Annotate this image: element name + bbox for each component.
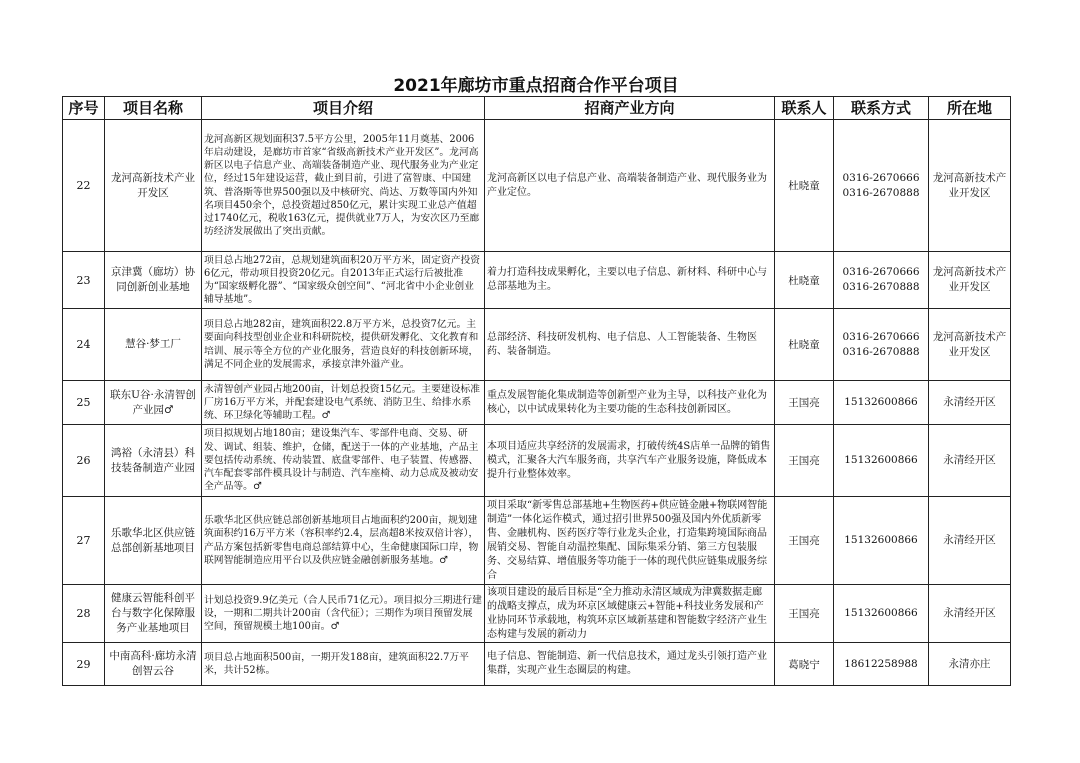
row-no: 27 (63, 497, 105, 585)
row-contact: 王国亮 (775, 585, 834, 643)
header-intro: 项目介绍 (202, 97, 485, 120)
row-no: 25 (63, 381, 105, 425)
row-intro: 龙河高新区规划面积37.5平方公里，2005年11月奠基、2006年启动建设，是廊坊市首家“省级高新技术产业开发区”。龙河高新区以电子信息产业、高端装备制造产业、现代服务业为产业定位，经过15年建设运营，截止到目前，引进了富智康、中国建筑、普洛斯等世界500强以及中核研究、尚达、万数等国内外知名项目450余个，总投资超过850亿元，累计实现工业总产值超过1740亿元，税收163亿元，提供就业7万人，为安次区乃至廊坊经济发展做出了突出贡献。 (202, 120, 485, 252)
row-phone (834, 309, 929, 381)
document-title: 2021年廊坊市重点招商合作平台项目 (393, 76, 679, 96)
row-name: 鸿裕（永清县）科技装备制造产业园 (105, 425, 202, 497)
row-intro: 计划总投资9.9亿美元（合人民币71亿元）。项目拟分三期进行建设，一期和二期共计200亩（含代征）；三期作为项目预留发展空间，预留规模土地100亩。♂ (202, 585, 485, 643)
row-direction: 项目采取“新零售总部基地+生物医药+供应链金融+物联网智能制造”一体化运作模式，通过招引世界500强及国内外优质新零售、金融机构、医药医疗等行业龙头企业，打造集跨境国际商品展销交易、智能自动温控集配、国际集采分销、第三方包装服务、交易结算、增值服务等功能于一体的现代供应链集成服务综合 (485, 497, 775, 585)
row-name: 龙河高新技术产业开发区 (105, 120, 202, 252)
header-location: 所在地 (929, 97, 1011, 120)
row-direction: 重点发展智能化集成制造等创新型产业为主导，以科技产业化为核心，以中试成果转化为主要功能的生态科技创新园区。 (485, 381, 775, 425)
row-contact: 杜晓童 (775, 252, 834, 309)
phone-line-1: 15132600866 (844, 396, 918, 408)
row-location: 永清经开区 (929, 425, 1011, 497)
row-direction: 电子信息、智能制造、新一代信息技术，通过龙头引领打造产业集群，实现产业生态圈层的构建。 (485, 643, 775, 686)
row-location: 龙河高新技术产业开发区 (929, 120, 1011, 252)
row-no: 23 (63, 252, 105, 309)
row-location: 永清经开区 (929, 497, 1011, 585)
row-contact: 葛晓宁 (775, 643, 834, 686)
phone-line-1: 15132600866 (844, 454, 918, 466)
row-contact: 杜晓童 (775, 309, 834, 381)
row-direction: 该项目建设的最后目标是“全力推动永清区域成为津冀数据走廊的战略支撑点，成为环京区域健康云+智能+科技业务发展和产业协同环节承载地，构筑环京区域新基建和智能数字经济产业生态构建与发展的新动力 (485, 585, 775, 643)
phone-line-2: 0316-2670888 (842, 345, 920, 358)
row-contact: 王国亮 (775, 425, 834, 497)
phone-line-1: 0316-2670666 (842, 171, 920, 184)
row-name: 京津冀（廊坊）协同创新创业基地 (105, 252, 202, 309)
table-row (63, 585, 1011, 643)
header-no: 序号 (63, 97, 105, 120)
row-phone (834, 643, 929, 686)
row-location: 龙河高新技术产业开发区 (929, 309, 1011, 381)
phone-line-1: 0316-2670666 (842, 330, 920, 343)
phone-line-1: 15132600866 (844, 534, 918, 546)
table-row (63, 643, 1011, 686)
row-contact: 王国亮 (775, 497, 834, 585)
table-row (63, 120, 1011, 252)
header-contact: 联系人 (775, 97, 834, 120)
row-name: 乐歌华北区供应链总部创新基地项目 (105, 497, 202, 585)
row-intro: 项目拟规划占地180亩；建设集汽车、零部件电商、交易、研发、调试、组装、维护，仓储，配送于一体的产业基地，产品主要包括传动系统、传动装置、底盘零部件、电子装置、传感器、汽车配套零部件模具设计与制造、汽车座椅、动力总成及被动安全产品等。♂ (202, 425, 485, 497)
header-phone: 联系方式 (834, 97, 929, 120)
row-phone (834, 425, 929, 497)
row-location: 永清亦庄 (929, 643, 1011, 686)
row-contact: 王国亮 (775, 381, 834, 425)
phone-line-2: 0316-2670888 (842, 281, 920, 293)
row-direction: 总部经济、科技研发机构、电子信息、人工智能装备、生物医药、装备制造。 (485, 309, 775, 381)
row-no: 26 (63, 425, 105, 497)
row-location: 永清经开区 (929, 381, 1011, 425)
row-no: 28 (63, 585, 105, 643)
row-phone (834, 252, 929, 309)
row-intro: 项目总占地272亩，总规划建筑面积20万平方米，固定资产投资6亿元，带动项目投资20亿元。自2013年正式运行后被批准为“国家级孵化器”、“国家级众创空间”、“河北省中小企业创业辅导基地”。 (202, 252, 485, 309)
row-direction: 本项目适应共享经济的发展需求，打破传统4S店单一品牌的销售模式，汇聚各大汽车服务商，共享汽车产业服务设施，降低成本提升行业整体效率。 (485, 425, 775, 497)
row-name: 健康云智能科创平台与数字化保障服务产业基地项目 (105, 585, 202, 643)
table-row (63, 252, 1011, 309)
project-table (62, 96, 1011, 686)
row-intro: 永清智创产业园占地200亩，计划总投资15亿元。主要建设标准厂房16万平方米，并配套建设电气系统、消防卫生、给排水系统、环卫绿化等辅助工程。♂ (202, 381, 485, 425)
row-no: 22 (63, 120, 105, 252)
phone-line-1: 15132600866 (844, 607, 918, 619)
row-intro: 项目总占地282亩，建筑面积22.8万平方米，总投资7亿元。主要面向科技型创业企业和科研院校，提供研发孵化、文化教育和培训、展示等全方位的产业化服务，营造良好的科技创新环境，满足不同企业的发展需求，承接京津外溢产业。 (202, 309, 485, 381)
row-phone (834, 120, 929, 252)
row-location: 永清经开区 (929, 585, 1011, 643)
row-name: 慧谷·梦工厂 (105, 309, 202, 381)
row-contact: 杜晓童 (775, 120, 834, 252)
phone-line-1: 0316-2670666 (842, 266, 920, 278)
row-direction: 着力打造科技成果孵化，主要以电子信息、新材料、科研中心与总部基地为主。 (485, 252, 775, 309)
row-no: 29 (63, 643, 105, 686)
row-location: 龙河高新技术产业开发区 (929, 252, 1011, 309)
row-intro: 项目总占地面积500亩，一期开发188亩，建筑面积22.7万平米，共计52栋。 (202, 643, 485, 686)
phone-line-2: 0316-2670888 (842, 186, 920, 199)
table-row (63, 497, 1011, 585)
row-direction: 龙河高新区以电子信息产业、高端装备制造产业、现代服务业为产业定位。 (485, 120, 775, 252)
phone-line-1: 18612258988 (844, 657, 918, 670)
table-row (63, 425, 1011, 497)
header-row (63, 97, 1011, 120)
row-name: 联东U谷·永清智创产业园♂ (105, 381, 202, 425)
row-phone (834, 381, 929, 425)
row-no: 24 (63, 309, 105, 381)
row-name: 中南高科·廊坊永清创智云谷 (105, 643, 202, 686)
row-phone (834, 497, 929, 585)
table-row (63, 381, 1011, 425)
table-row (63, 309, 1011, 381)
row-phone (834, 585, 929, 643)
header-direction: 招商产业方向 (485, 97, 775, 120)
header-name: 项目名称 (105, 97, 202, 120)
row-intro: 乐歌华北区供应链总部创新基地项目占地面积约200亩，规划建筑面积约16万平方米（容积率约2.4，层高超8米按双倍计容），产品方案包括新零售电商总部结算中心，生命健康国际口岸，物联网智能制造应用平台以及供应链金融创新服务基地。♂ (202, 497, 485, 585)
